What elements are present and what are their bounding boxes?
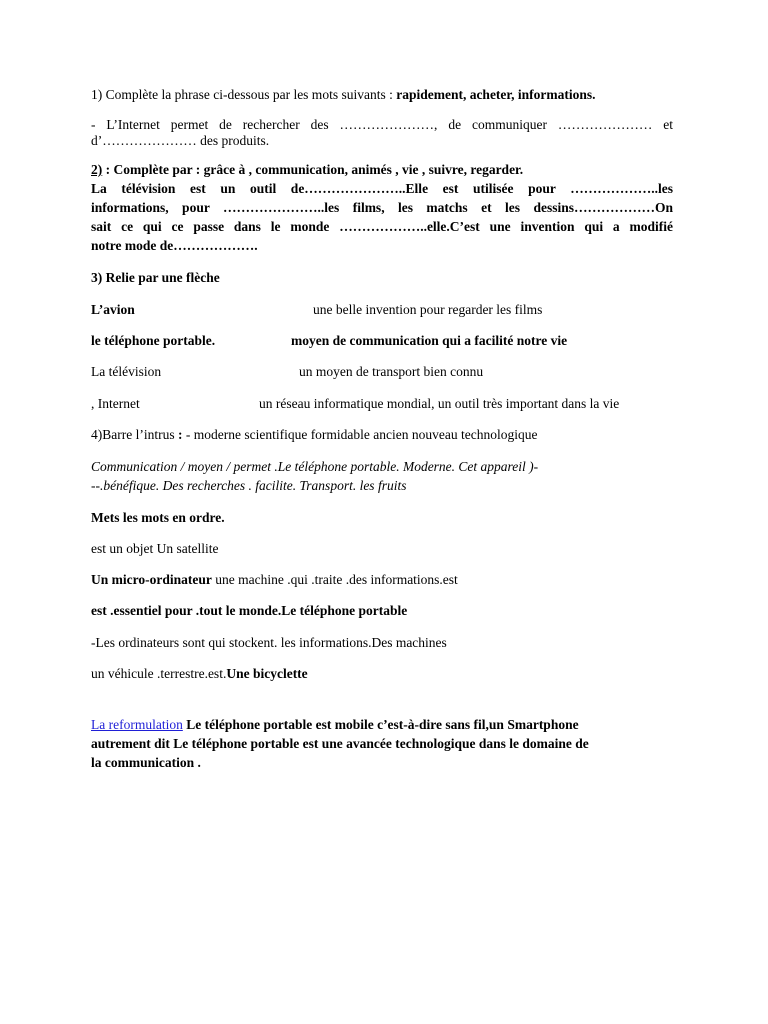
reformulation-line-1-text: Le téléphone portable est mobile c’est-à-dire sans fil,un Smartphone — [182, 717, 579, 732]
reformulation-line-2: autrement dit Le téléphone portable est une avancée technologique dans le domaine de — [91, 736, 589, 751]
q4-words: - moderne scientifique formidable ancien nouveau technologique — [182, 427, 538, 442]
reformulation-link[interactable]: La reformulation — [91, 717, 183, 732]
reformulation-line-3: la communication . — [91, 755, 201, 770]
q1-word-list: rapidement, acheter, informations. — [396, 87, 596, 102]
q4-line — [91, 425, 537, 444]
order-title: Mets les mots en ordre. — [91, 510, 225, 525]
q2-line-3: sait ce qui ce passe dans le monde ………………..elle.C’est une invention qui a modifié — [91, 219, 673, 234]
q4-label: 4)Barre l’intrus — [91, 427, 178, 442]
q2-instruction-text: : Complète par : grâce à , communication, animés , vie , suivre, regarder. — [102, 162, 524, 177]
q2-number: 2) — [91, 162, 103, 177]
order-sentence-5-plain: un véhicule .terrestre.est. — [91, 666, 227, 681]
order-sentence-2 — [91, 570, 458, 589]
q4-colon: : — [177, 427, 183, 442]
q2-instruction — [91, 160, 523, 179]
q2-line-2: informations, pour …………………..les films, les matchs et les dessins………………On — [91, 200, 673, 215]
q3-right-4: un réseau informatique mondial, un outil très important dans la vie — [259, 396, 620, 411]
q3-right-2: moyen de communication qui a facilité notre vie — [291, 333, 568, 348]
q1-instruction — [91, 85, 596, 104]
q1-sentence-line-1: - L’Internet permet de rechercher des …………………, de communiquer ………………… et — [91, 117, 673, 132]
order-sentence-1: est un objet Un satellite — [91, 541, 219, 556]
q3-title: 3) Relie par une flèche — [91, 270, 220, 285]
order-sentence-2-rest: une machine .qui .traite .des informations.est — [211, 572, 458, 587]
q3-left-1: L’avion — [91, 302, 135, 317]
order-sentence-5 — [91, 664, 308, 683]
q1-instruction-text: 1) Complète la phrase ci-dessous par les mots suivants : — [91, 87, 397, 102]
order-sentence-2-bold: Un micro-ordinateur — [91, 572, 212, 587]
reformulation-line-1 — [91, 715, 579, 734]
q3-left-3: La télévision — [91, 364, 162, 379]
q3-left-4: , Internet — [91, 396, 140, 411]
italic-line-2: --.bénéfique. Des recherches . facilite. Transport. les fruits — [91, 478, 407, 493]
q3-right-1: une belle invention pour regarder les films — [313, 302, 543, 317]
italic-line-1: Communication / moyen / permet .Le téléphone portable. Moderne. Cet appareil )- — [91, 459, 539, 474]
order-sentence-4: -Les ordinateurs sont qui stockent. les informations.Des machines — [91, 635, 447, 650]
order-sentence-3: est .essentiel pour .tout le monde.Le téléphone portable — [91, 603, 408, 618]
q3-right-3: un moyen de transport bien connu — [299, 364, 484, 379]
q2-line-1: La télévision est un outil de…………………..Elle est utilisée pour ………………..les — [91, 181, 673, 196]
q3-left-2: le téléphone portable. — [91, 333, 216, 348]
q1-sentence-line-2: d’………………… des produits. — [91, 133, 270, 148]
q2-line-4: notre mode de………………. — [91, 238, 258, 253]
order-sentence-5-bold: Une bicyclette — [226, 666, 308, 681]
